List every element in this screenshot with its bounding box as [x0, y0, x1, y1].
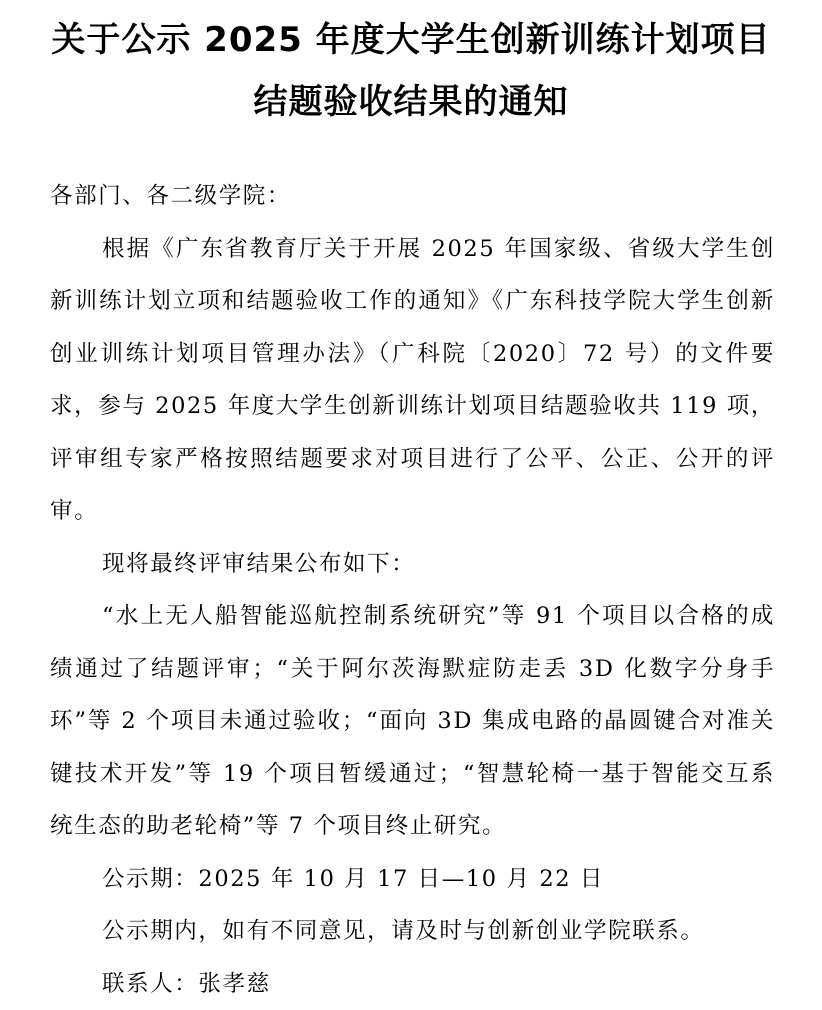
- paragraph-announce: 现将最终评审结果公布如下：: [50, 538, 775, 591]
- salutation: 各部门、各二级学院：: [50, 170, 775, 223]
- title-line-2: 结题验收结果的通知: [0, 74, 822, 123]
- objection-note: 公示期内，如有不同意见，请及时与创新创业学院联系。: [50, 905, 775, 958]
- publicity-period: 公示期：2025 年 10 月 17 日—10 月 22 日: [50, 853, 775, 906]
- paragraph-results: “水上无人船智能巡航控制系统研究”等 91 个项目以合格的成绩通过了结题评审；“关于阿尔茨海默症防走丢 3D 化数字分身手环”等 2 个项目未通过验收；“面向 3D 集成电路的晶圆键合对准关键技术开发”等 19 个项目暂缓通过；“智慧轮椅一基于智能交互系统生态的助老轮椅”等 7 个项目终止研究。: [50, 590, 775, 853]
- paragraph-basis: 根据《广东省教育厅关于开展 2025 年国家级、省级大学生创新训练计划立项和结题验收工作的通知》《广东科技学院大学生创新创业训练计划项目管理办法》（广科院〔2020〕72 号）的文件要求，参与 2025 年度大学生创新训练计划项目结题验收共 119 项，评审组专家严格按照结题要求对项目进行了公平、公正、公开的评审。: [50, 223, 775, 538]
- notice-body: [50, 170, 775, 1010]
- title-line-1: 关于公示 2025 年度大学生创新训练计划项目: [0, 12, 822, 61]
- contact-person: 联系人：张孝慈: [50, 958, 775, 1010]
